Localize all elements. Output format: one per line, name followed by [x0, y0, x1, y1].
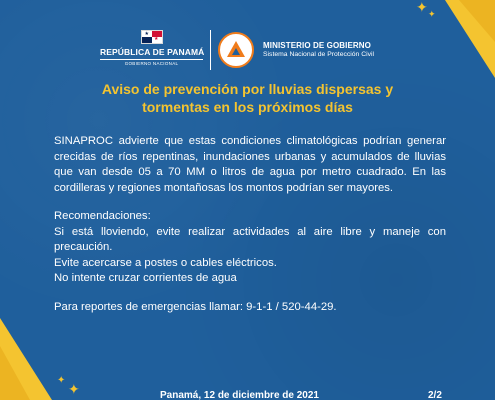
recommendation-line: No intente cruzar corrientes de agua [54, 272, 237, 284]
civil-protection-logo-icon [218, 32, 254, 68]
ministry-name: MINISTERIO DE GOBIERNO [263, 41, 371, 50]
paragraph-line: cordilleras y regiones montañosas los montos podrían ser mayores. [54, 181, 394, 194]
recommendation-line: Evite acercarse a postes o cables eléctricos. [54, 256, 277, 269]
paragraph-line: crecidas de ríos repentinas, inundaciones urbanas y acumulados de lluvias [54, 150, 446, 163]
panama-government-logo [100, 30, 203, 66]
header-divider [210, 30, 211, 70]
page-title [0, 80, 495, 116]
title-line: tormentas en los próximos días [142, 99, 353, 115]
sparkle-icon: ✦ [57, 375, 66, 386]
header [0, 30, 495, 70]
sparkle-icon: ✦ [68, 381, 80, 397]
bottom-left-corner-decoration [0, 318, 55, 400]
sparkle-icon: ✦ [416, 0, 428, 15]
ministry-block [263, 41, 374, 58]
government-label: GOBIERNO NACIONAL [100, 59, 203, 66]
paragraph-line: que van desde 05 a 70 MM o litros de agua por metro cuadrado. En las [54, 166, 446, 178]
recommendations [54, 209, 446, 287]
emergency-contact: Para reportes de emergencias llamar: 9-1-1 / 520-44-29. [54, 301, 337, 313]
sparkle-icon: ✦ [428, 9, 436, 19]
recommendation-line: precaución. [54, 241, 113, 253]
advisory-paragraph [54, 134, 446, 196]
panama-flag-icon: ★ ★ [141, 30, 163, 44]
footer-date: Panamá, 12 de diciembre de 2021 [160, 390, 319, 400]
title-line: Aviso de prevención por lluvias dispersas y [101, 81, 394, 97]
country-name: REPÚBLICA DE PANAMÁ [100, 47, 205, 57]
page-number: 2/2 [428, 390, 442, 400]
paragraph-line: SINAPROC advierte que estas condiciones climatológicas podrían generar [54, 135, 446, 147]
recommendation-line: Si está lloviendo, evite realizar actividades al aire libre y maneje con [54, 225, 446, 238]
recommendations-heading: Recomendaciones: [54, 210, 151, 222]
ministry-subtitle: Sistema Nacional de Protección Civil [263, 51, 375, 58]
